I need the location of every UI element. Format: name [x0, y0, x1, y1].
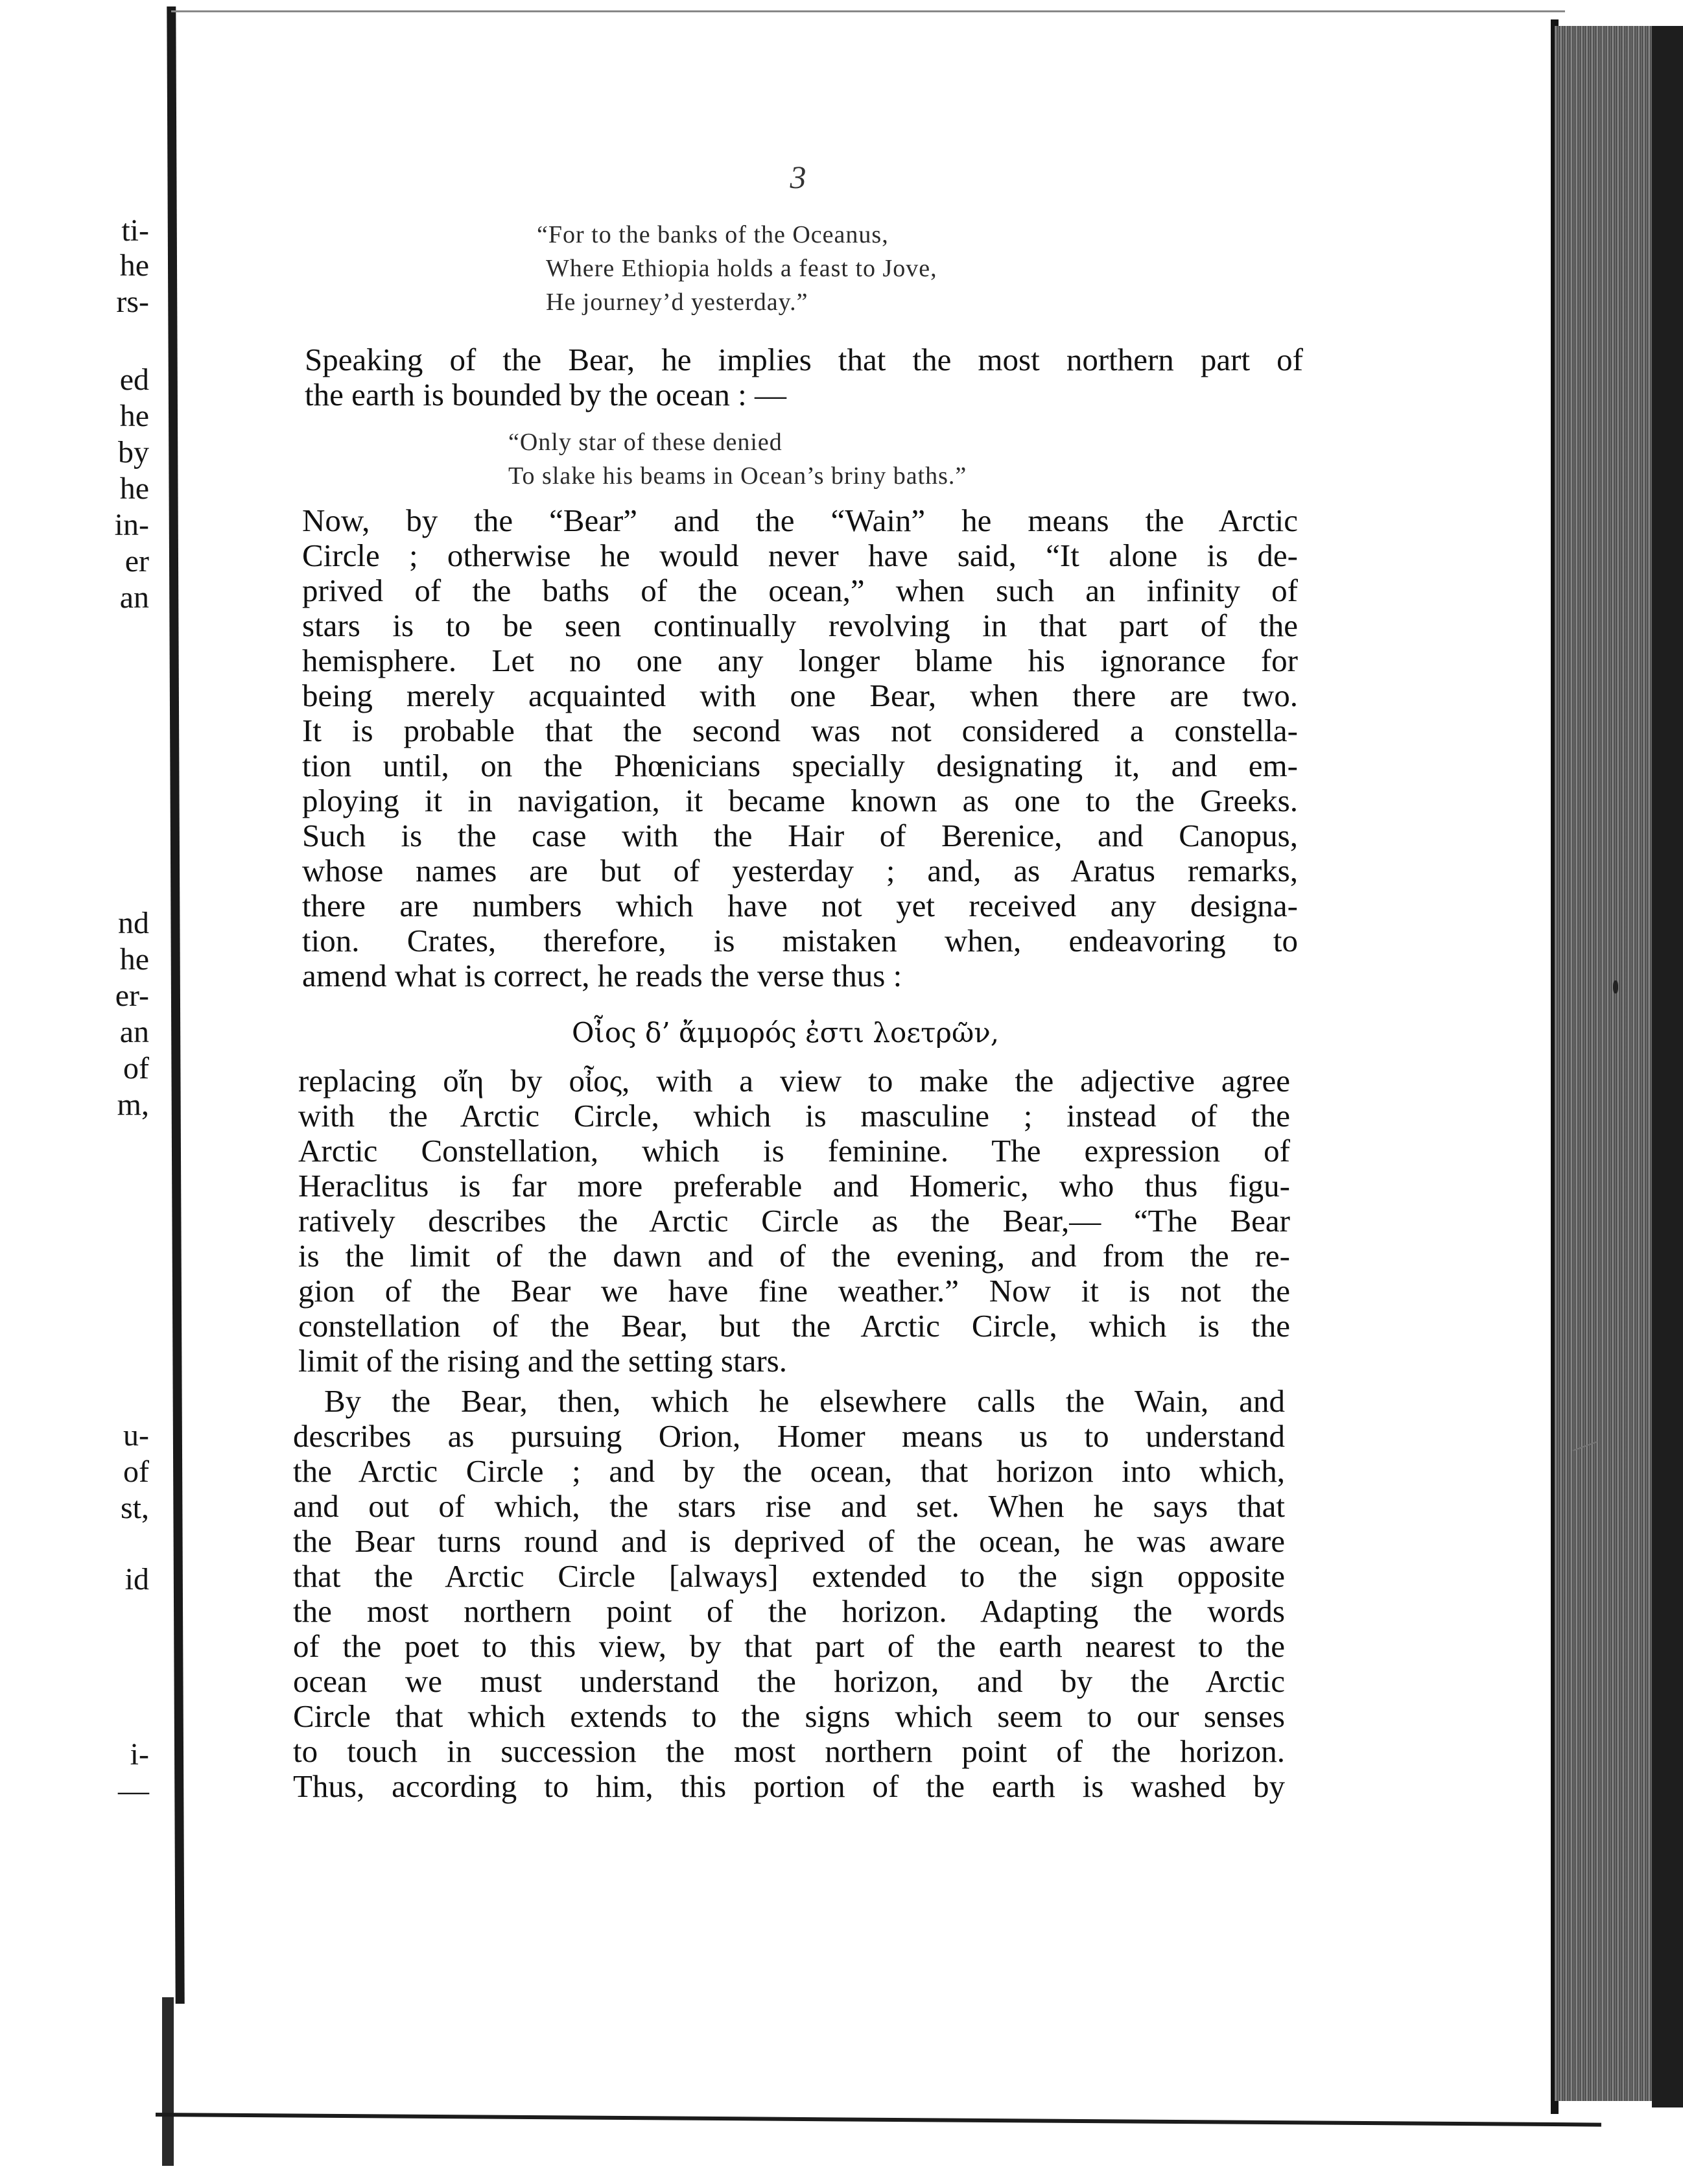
fragment-text: rs-: [116, 285, 149, 319]
gutter-shadow-lower: [162, 1997, 174, 2166]
text-line: of the poet to this view, by that part of the earth nearest to the: [293, 1628, 1285, 1664]
text-line: Now, by the “Bear” and the “Wain” he means the Arctic: [302, 503, 1298, 538]
text-line: with the Arctic Circle, which is masculine ; instead of the: [298, 1098, 1290, 1134]
greek-verse: Οἶος δ’ ἄμμορός ἐστι λοετρῶν,: [572, 1017, 1000, 1049]
verse-line: “Only star of these denied: [508, 429, 783, 456]
verse-line: “For to the banks of the Oceanus,: [537, 221, 889, 248]
text-line: Circle ; otherwise he would never have said, “It alone is de-: [302, 538, 1298, 573]
text-line: the earth is bounded by the ocean : —: [305, 377, 786, 412]
text-line: is the limit of the dawn and of the evening, and from the re-: [298, 1238, 1290, 1274]
verse-line: To slake his beams in Ocean’s briny baths.”: [508, 462, 967, 490]
text-line: Thus, according to him, this portion of the earth is washed by: [293, 1768, 1285, 1804]
text-line: to touch in succession the most northern point of the horizon.: [293, 1733, 1285, 1769]
text-line: constellation of the Bear, but the Arctic Circle, which is the: [298, 1308, 1290, 1344]
text-line: By the Bear, then, which he elsewhere calls the Wain, and: [324, 1383, 1285, 1419]
verse-line: He journey’d yesterday.”: [546, 289, 808, 316]
fragment-text: an: [119, 580, 149, 615]
text-line: Circle that which extends to the signs which seem to our senses: [293, 1698, 1285, 1734]
fragment-text: i-: [130, 1737, 149, 1772]
page-bottom-edge: [156, 2113, 1601, 2127]
paragraph-by-the-bear: [293, 1384, 1285, 1804]
fragment-text: —: [118, 1774, 149, 1808]
text-line: the Bear turns round and is deprived of the ocean, he was aware: [293, 1523, 1285, 1559]
fragment-text: he: [119, 471, 149, 506]
scan-artifact-dot: [1613, 980, 1618, 993]
text-line: Speaking of the Bear, he implies that the most northern part of: [305, 342, 1303, 377]
page-number: 3: [790, 159, 806, 195]
book-cover-edge: [1652, 26, 1683, 2107]
fragment-text: nd: [118, 906, 149, 940]
verse-quote-oceanus: [537, 218, 937, 319]
fragment-text: u-: [123, 1418, 149, 1453]
text-line: It is probable that the second was not considered a constella-: [302, 713, 1298, 748]
text-line: there are numbers which have not yet received any designa-: [302, 888, 1298, 923]
text-line: describes as pursuing Orion, Homer means us to understand: [293, 1418, 1285, 1454]
text-line: amend what is correct, he reads the verse thus :: [302, 958, 902, 993]
text-line: gion of the Bear we have fine weather.” Now it is not the: [298, 1273, 1290, 1309]
paragraph-arctic-circle: [302, 503, 1298, 993]
text-line: ocean we must understand the horizon, and by the Arctic: [293, 1663, 1285, 1699]
text-line: Heraclitus is far more preferable and Homeric, who thus figu-: [298, 1168, 1290, 1204]
text-line: hemisphere. Let no one any longer blame his ignorance for: [302, 643, 1298, 678]
fragment-text: of: [123, 1051, 149, 1086]
text-line: ratively describes the Arctic Circle as the Bear,— “The Bear: [298, 1203, 1290, 1239]
fragment-text: in-: [114, 508, 149, 542]
verse-line: Where Ethiopia holds a feast to Jove,: [546, 255, 937, 282]
fragment-text: he: [119, 399, 149, 433]
fragment-text: by: [118, 435, 149, 469]
text-line: limit of the rising and the setting stars.: [298, 1343, 787, 1379]
paragraph-replacing: [298, 1063, 1290, 1379]
text-line: the most northern point of the horizon. Adapting the words: [293, 1593, 1285, 1629]
text-line: the Arctic Circle ; and by the ocean, that horizon into which,: [293, 1453, 1285, 1489]
text-line: replacing οἴη by οἶος, with a view to make the adjective agree: [298, 1063, 1290, 1098]
text-line: ploying it in navigation, it became known as one to the Greeks.: [302, 783, 1298, 818]
page-top-edge: [171, 10, 1565, 12]
text-line: Such is the case with the Hair of Berenice, and Canopus,: [302, 818, 1298, 853]
text-line: whose names are but of yesterday ; and, as Aratus remarks,: [302, 853, 1298, 888]
previous-page-edge: [0, 0, 171, 2184]
fragment-text: an: [119, 1015, 149, 1049]
text-line: tion until, on the Phœnicians specially designating it, and em-: [302, 748, 1298, 783]
text-line: being merely acquainted with one Bear, when there are two.: [302, 678, 1298, 713]
fragment-text: m,: [117, 1087, 149, 1122]
text-line: stars is to be seen continually revolving in that part of the: [302, 608, 1298, 643]
fragment-text: er-: [115, 979, 149, 1013]
fragment-text: of: [123, 1454, 149, 1489]
fragment-text: ti-: [121, 213, 149, 248]
text-line: that the Arctic Circle [always] extended to the sign opposite: [293, 1558, 1285, 1594]
paragraph-speaking-of-bear: [305, 342, 1303, 412]
text-line: prived of the baths of the ocean,” when such an infinity of: [302, 573, 1298, 608]
fragment-text: he: [119, 942, 149, 977]
verse-quote-only-star: [508, 425, 967, 493]
text-line: Arctic Constellation, which is feminine. The expression of: [298, 1133, 1290, 1169]
fragment-text: he: [119, 248, 149, 283]
text-line: and out of which, the stars rise and set. When he says that: [293, 1488, 1285, 1524]
fragment-text: ed: [119, 362, 149, 397]
fragment-text: st,: [120, 1491, 149, 1525]
text-line: tion. Crates, therefore, is mistaken when, endeavoring to: [302, 923, 1298, 958]
fragment-text: er: [124, 544, 149, 578]
fragment-text: id: [124, 1562, 149, 1596]
